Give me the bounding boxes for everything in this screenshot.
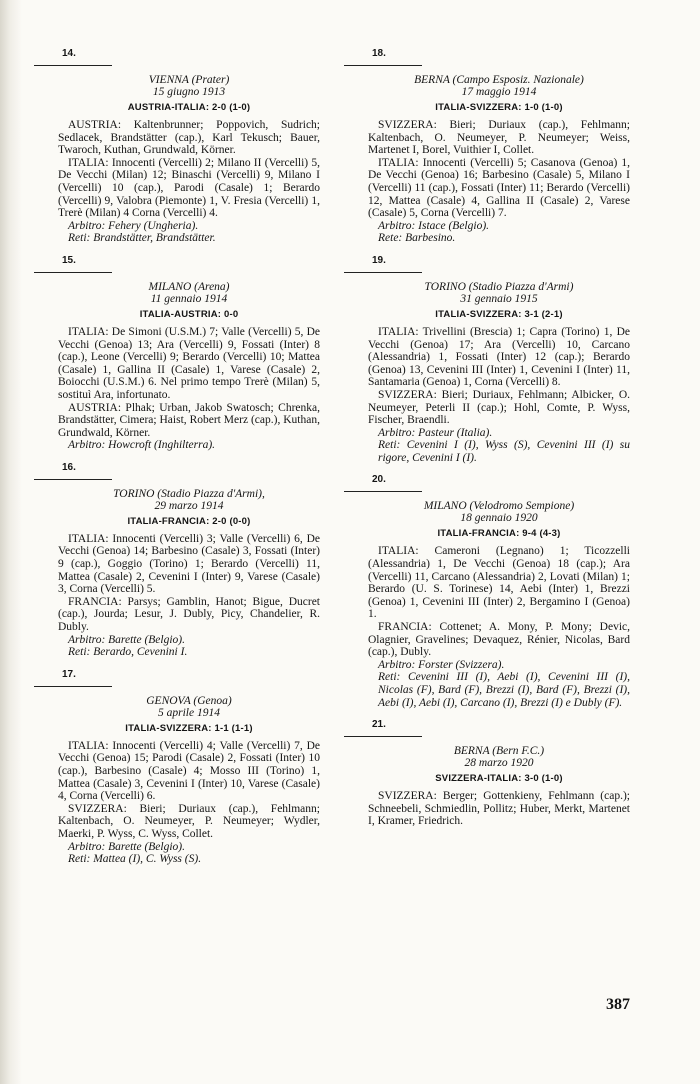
match-score: SVIZZERA-ITALIA: 3-0 (1-0) <box>435 773 563 785</box>
match-score: AUSTRIA-ITALIA: 2-0 (1-0) <box>127 102 251 113</box>
match-entry-18 <box>368 48 630 245</box>
match-number: 14. <box>62 48 76 59</box>
match-number: 18. <box>372 48 386 59</box>
match-date: 11 gennaio 1914 <box>150 292 228 305</box>
match-date: 28 marzo 1920 <box>464 757 534 770</box>
lineup-paragraph: ITALIA: Trivellini (Brescia) 1; Capra (Torino) 1, De Vecchi (Genoa) 17; Ara (Vercelli) 10, Carcano (Alessandria) 1, Fossati (Inter) 12 (cap.); Berardo (Genoa) 13, Cevenini III (Inter) 1, Cevenini I (Inter) 11, Santamaria (Genoa) 1, Corna (Vercelli) 8. <box>368 325 630 389</box>
book-spine-shadow <box>0 0 22 1084</box>
left-column <box>58 48 320 876</box>
referee-line: Arbitro: Barette (Belgio). <box>68 633 185 646</box>
page-number: 387 <box>606 996 630 1013</box>
goals-line: Reti: Mattea (I), C. Wyss (S). <box>68 853 202 866</box>
match-entry-19 <box>368 255 630 465</box>
match-venue: TORINO (Stadio Piazza d'Armi), <box>113 487 265 500</box>
lineup-paragraph: SVIZZERA: Bieri; Duriaux (cap.), Fehlmann; Kaltenbach, O. Neumeyer, P. Neumeyer; Weiss, Martenet I, Borel, Vuithier I, Collet. <box>368 119 630 157</box>
lineup-paragraph: FRANCIA: Cottenet; A. Mony, P. Mony; Devic, Olagnier, Gravelines; Devaquez, Rénier, Nicolas, Bard (cap.), Dubly. <box>368 621 630 659</box>
match-entry-14 <box>58 48 320 245</box>
lineup-paragraph: AUSTRIA: Plhak; Urban, Jakob Swatosch; Chrenka, Brandstätter, Cimera; Haist, Robert Merz (cap.), Kuthan, Grundwald, Körner. <box>58 401 320 439</box>
match-date: 5 aprile 1914 <box>158 706 220 719</box>
referee-line: Arbitro: Howcroft (Inghilterra). <box>68 439 216 452</box>
divider <box>34 272 112 273</box>
referee-line: Arbitro: Barette (Belgio). <box>68 840 185 853</box>
divider <box>344 491 422 492</box>
match-venue: BERNA (Bern F.C.) <box>453 745 545 758</box>
match-score: ITALIA-SVIZZERA: 1-0 (1-0) <box>435 102 563 113</box>
referee-line: Arbitro: Fehery (Ungheria). <box>68 219 199 232</box>
lineup-paragraph: ITALIA: Innocenti (Vercelli) 4; Valle (Vercelli) 7, De Vecchi (Genoa) 15; Parodi (Casale) 2, Fossati (Inter) 10 (cap.), Barbesino (Casale) 4; Mosso III (Torino) 1, Mattea (Casale) 3, Cevenini I (Inter) 10, Varese (Casale) 4, Corna (Vercelli) 6. <box>58 739 320 803</box>
lineup-paragraph: SVIZZERA: Bieri; Duriaux, Fehlmann; Albicker, O. Neumeyer, Peterli II (cap.); Hohl, Comte, P. Wyss, Fischer, Braendli. <box>368 388 630 427</box>
match-venue: GENOVA (Genoa) <box>146 694 232 707</box>
match-entry-21 <box>368 719 630 828</box>
match-score: ITALIA-SVIZZERA: 1-1 (1-1) <box>125 722 253 734</box>
match-number: 16. <box>62 461 76 473</box>
divider <box>344 736 422 737</box>
match-number: 17. <box>62 668 76 680</box>
right-column <box>368 48 630 838</box>
goals-line: Reti: Cevenini I (I), Wyss (S), Cevenini III (I) su rigore, Cevenini I (I). <box>378 439 630 464</box>
match-score: ITALIA-SVIZZERA: 3-1 (2-1) <box>435 308 563 320</box>
divider <box>34 686 112 687</box>
match-score: ITALIA-FRANCIA: 2-0 (0-0) <box>127 515 251 527</box>
lineup-paragraph: AUSTRIA: Kaltenbrunner; Poppovich, Sudrich; Sedlacek, Brandstätter (cap.), Karl Tekusch; Bauer, Twaroch, Kuthan, Grundwald, Körner. <box>58 119 320 157</box>
match-date: 17 maggio 1914 <box>461 86 537 98</box>
match-score: ITALIA-AUSTRIA: 0-0 <box>139 308 239 320</box>
match-venue: VIENNA (Prater) <box>148 74 230 86</box>
goals-line: Reti: Brandstätter, Brandstätter. <box>68 232 216 245</box>
match-date: 15 giugno 1913 <box>152 86 226 98</box>
lineup-paragraph: ITALIA: Innocenti (Vercelli) 2; Milano II (Vercelli) 5, De Vecchi (Milan) 12; Binaschi (Vercelli) 9, Milano I (Vercelli) 10 (cap.), Parodi (Casale) 1; Berardo (Vercelli) 9, Valobra (Piemonte) 1, V. Fresia (Vercelli) 1, Trerè (Milan) 4 Corna (Vercelli) 4. <box>58 156 320 220</box>
lineup-paragraph: ITALIA: Cameroni (Legnano) 1; Ticozzelli (Alessandria) 1, De Vecchi (Genoa) 18 (cap.); Ara (Vercelli) 11, Carcano (Alessandria) 2, Lovati (Milan) 1; Berardo (U. S. Torinese) 14, Aebi (Inter) 1, Brezzi (Genoa) 1, Cevenini III (Inter) 2, Bergamino I (Genoa) 1. <box>368 545 630 621</box>
match-entry-20 <box>368 474 630 709</box>
lineup-paragraph: FRANCIA: Parsys; Gamblin, Hanot; Bigue, Ducret (cap.), Jourda; Lesur, J. Dubly, Picy, Chandelier, R. Dubly. <box>58 595 320 634</box>
goals-line: Reti: Cevenini III (I), Aebi (I), Cevenini III (I), Nicolas (F), Bard (F), Brezzi (I), Bard (F), Brezzi (I), Aebi (I), Aebi (I), Carcano (I), Brezzi (I) e Dubly (F). <box>378 671 630 709</box>
match-venue: BERNA (Campo Esposiz. Nazionale) <box>414 74 584 86</box>
match-date: 18 gennaio 1920 <box>460 512 538 525</box>
referee-line: Arbitro: Forster (Svizzera). <box>378 658 505 671</box>
match-number: 20. <box>372 474 386 486</box>
match-entry-15 <box>58 255 320 452</box>
match-venue: TORINO (Stadio Piazza d'Armi) <box>424 280 574 293</box>
lineup-paragraph: SVIZZERA: Berger; Gottenkieny, Fehlmann (cap.); Schneebeli, Schmiedlin, Pollitz; Huber, Merkt, Martenet I, Kramer, Friedrich. <box>368 790 630 828</box>
divider <box>344 272 422 273</box>
divider <box>34 479 112 480</box>
match-date: 31 gennaio 1915 <box>460 292 538 305</box>
match-number: 21. <box>372 719 386 731</box>
match-score: ITALIA-FRANCIA: 9-4 (4-3) <box>437 528 561 540</box>
match-number: 19. <box>372 254 386 266</box>
referee-line: Arbitro: Istace (Belgio). <box>378 219 490 232</box>
goals-line: Rete: Barbesino. <box>378 232 456 245</box>
match-venue: MILANO (Velodromo Sempione) <box>423 500 575 513</box>
match-entry-17 <box>58 669 320 866</box>
divider <box>34 65 112 66</box>
goals-line: Reti: Berardo, Cevenini I. <box>68 646 188 659</box>
match-number: 15. <box>62 254 76 266</box>
lineup-paragraph: ITALIA: Innocenti (Vercelli) 3; Valle (Vercelli) 6, De Vecchi (Genoa) 14; Barbesino (Casale) 3, Fossati (Inter) 9 (cap.), Goggio (Torino) 1; Berardo (Vercelli) 11, Mattea (Casale) 2, Cevenini I (Inter) 9, Varese (Casale) 3, Corna (Vercelli) 5. <box>58 532 320 596</box>
match-date: 29 marzo 1914 <box>154 499 224 512</box>
divider <box>344 65 422 66</box>
lineup-paragraph: SVIZZERA: Bieri; Duriaux (cap.), Fehlmann; Kaltenbach, O. Neumeyer, P. Neumeyer; Wydler, Maerki, P. Wyss, C. Wyss, Collet. <box>58 802 320 840</box>
lineup-paragraph: ITALIA: Innocenti (Vercelli) 5; Casanova (Genoa) 1, De Vecchi (Genoa) 16; Barbesino (Casale) 5, Milano I (Vercelli) 11 (cap.), Fossati (Inter) 11; Berardo (Vercelli) 12, Mattea (Casale) 4, Gallina II (Casale) 2, Varese (Casale) 5, Corna (Vercelli) 7. <box>368 156 630 220</box>
match-venue: MILANO (Arena) <box>148 280 230 293</box>
referee-line: Arbitro: Pasteur (Italia). <box>378 426 493 439</box>
match-entry-16 <box>58 462 320 659</box>
lineup-paragraph: ITALIA: De Simoni (U.S.M.) 7; Valle (Vercelli) 5, De Vecchi (Genoa) 13; Ara (Vercelli) 9, Fossati (Inter) 8 (cap.), Leone (Vercelli) 9; Berardo (Vercelli) 10; Mattea (Casale) 1, Gallina II (Casale) 1, Varese (Casale) 2, Boiocchi (U.S.M.) 6. Nel primo tempo Trerè (Milan) 5, sostituì Ara, infortunato. <box>58 325 320 401</box>
